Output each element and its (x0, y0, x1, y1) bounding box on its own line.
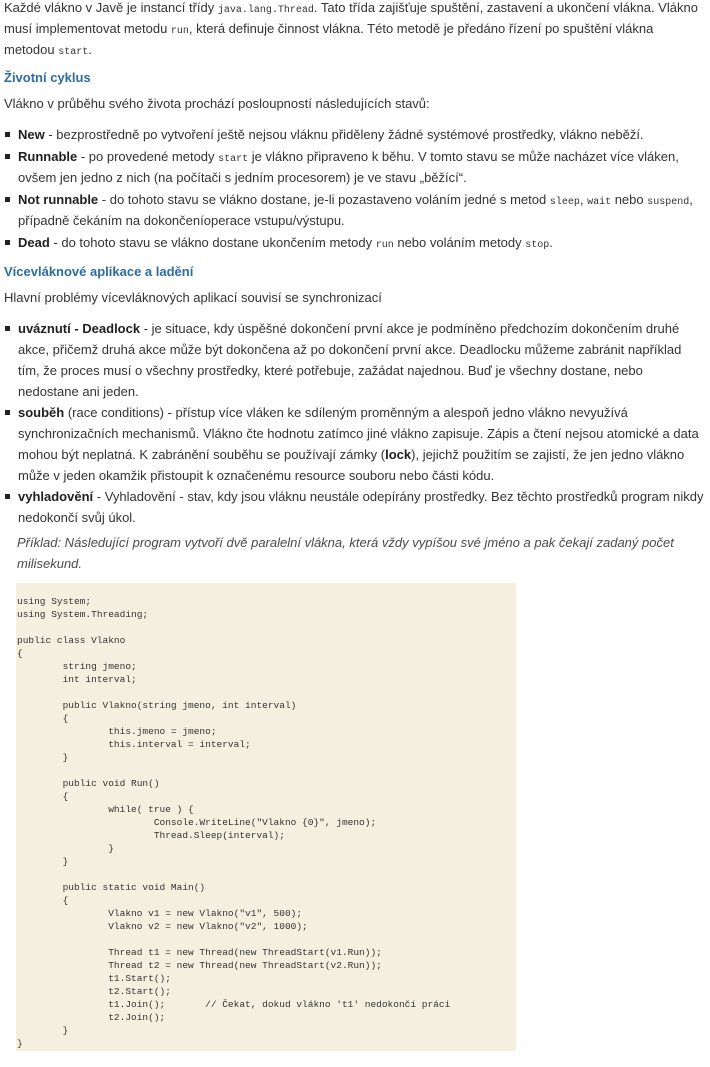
bullet-square (5, 132, 10, 137)
state-item-new (18, 124, 704, 145)
bullet-square (5, 240, 10, 245)
state-term: Runnable (18, 149, 78, 164)
state-description: nebo (611, 192, 648, 207)
state-term: Not runnable (18, 192, 99, 207)
problem-item-race-condition (18, 402, 704, 486)
intro-text: Každé vlákno v Javě je instancí třídy (4, 0, 218, 15)
thread-states-list (4, 124, 704, 253)
state-description: , případně čekáním na dokončeníoperace vstupu/výstupu. (18, 192, 693, 228)
section-heading-multithreading: Vícevláknové aplikace a ladění (4, 263, 194, 279)
inline-code-run-method: run (375, 240, 394, 251)
state-item-dead (18, 232, 704, 253)
inline-code-sleep-method: sleep (549, 197, 580, 208)
code-example-block (16, 583, 516, 1051)
state-description: - bezprostředně po vytvoření ještě nejsou vláknu přiděleny žádné systémové prostředky, vlákno neběží. (44, 127, 644, 142)
state-description: - do tohoto stavu se vlákno dostane ukončením metody (49, 235, 376, 250)
inline-code-suspend-method: suspend (647, 197, 690, 208)
state-description: - po provedené metody (77, 149, 219, 164)
bullet-square (5, 154, 10, 159)
bullet-square (5, 494, 10, 499)
inline-code-start-method: start (58, 46, 89, 58)
bullet-square (5, 326, 10, 331)
state-description: . (549, 235, 553, 250)
article-content (4, 0, 704, 1051)
problem-item-starvation (18, 486, 704, 528)
state-description: - do tohoto stavu se vlákno dostane, je-li pozastaveno voláním jedné s metod (98, 192, 550, 207)
inline-code-stop-method: stop (525, 240, 550, 251)
example-caption: Příklad: Následující program vytvoří dvě paralelní vlákna, která vždy vypíšou své jméno a pak čekají zadaný počet milisekund. (17, 534, 674, 571)
lock-keyword: lock (385, 446, 412, 462)
intro-paragraph (4, 0, 704, 60)
lifecycle-lead: Vlákno v průběhu svého života prochází posloupností následujících stavů: (4, 96, 430, 111)
state-item-runnable (18, 146, 704, 188)
inline-code-run-method: run (170, 25, 189, 37)
intro-text: . (88, 41, 92, 57)
problem-description: ), jejichž použitím se zajistí, že jen jedno vlákno může v jeden okamžik přistoupit k označenému resource souboru nebo části kódu. (18, 446, 685, 483)
inline-code-thread-class: java.lang.Thread (217, 4, 314, 16)
state-item-not-runnable (18, 189, 704, 231)
state-description: je vlákno připraveno k běhu. V tomto stavu se může nacházet více vláken, ovšem jen jedno z nich (na počítači s jedním procesorem) je ve stavu „běžící“. (18, 149, 679, 185)
problem-term: souběh (18, 404, 65, 420)
intro-text: . Tato třída zajišťuje spuštění, zastavení a ukončení vlákna. Vlákno musí implementovat metodu (4, 0, 698, 36)
bullet-square (5, 410, 10, 415)
state-description: nebo voláním metody (393, 235, 526, 250)
problem-item-deadlock (18, 318, 704, 402)
state-description: , (579, 192, 588, 207)
problem-description: - je situace, kdy úspěšné dokončení první akce je podmíněno předchozím dokončením druhé akce, přičemž druhá akce může být dokončena až po dokončení první akce. Deadlocku můžeme zabránit například tím, že proces musí o všechny prostředky, které potřebuje, zažádat najednou. Buď je všechny dostane, nebo nedostane ani jeden. (18, 320, 682, 399)
inline-code-wait-method: wait (587, 197, 612, 208)
multithreading-problems-list (4, 318, 704, 528)
problem-description: - Vyhladovění - stav, kdy jsou vláknu neustále odepírány prostředky. Bez těchto prostředků program nikdy nedokončí svůj úkol. (18, 488, 704, 525)
problem-term: uváznutí - Deadlock (18, 320, 141, 336)
multithreading-lead: Hlavní problémy vícevláknových aplikací souvisí se synchronizací (4, 289, 382, 305)
state-term: Dead (18, 235, 50, 250)
code-listing: using System; using System.Threading; public class Vlakno { string jmeno; int interval; public Vlakno(string jmeno, int interval) { this.jmeno = jmeno; this.interval = interval; } public void Run() { while( true ) { Console.WriteLine("Vlakno {0}", jmeno); Thread.Sleep(interval); } } public static void Main() { Vlakno v1 = new Vlakno("v1", 500); Vlakno v2 = new Vlakno("v2", 1000); Thread t1 = new Thread(new ThreadStart(v1.Run)); Thread t2 = new Thread(new ThreadStart(v2.Run)); t1.Start(); t2.Start(); t1.Join(); // Čekat, dokud vlákno 't1' nedokončí práci t2.Join(); } } (17, 595, 451, 1049)
problem-description: (race conditions) - přístup více vláken ke sdíleným proměnným a alespoň jedno vlákno nevyužívá synchronizačních mechanismů. Vlákno čte hodnotu zatímco jiné vlákno zapisuje. Zápis a čtení nejsou atomické a data mohou být neplatná. K zabránění souběhu se používají zámky ( (18, 404, 699, 462)
bullet-square (5, 197, 10, 202)
section-heading-lifecycle: Životní cyklus (4, 70, 91, 85)
state-term: New (18, 127, 45, 142)
problem-term: vyhladovění (18, 488, 94, 504)
intro-text: , která definuje činnost vlákna. Této metodě je předáno řízení po spuštění vlákna metodou (4, 20, 654, 57)
inline-code-start-method: start (218, 154, 249, 165)
